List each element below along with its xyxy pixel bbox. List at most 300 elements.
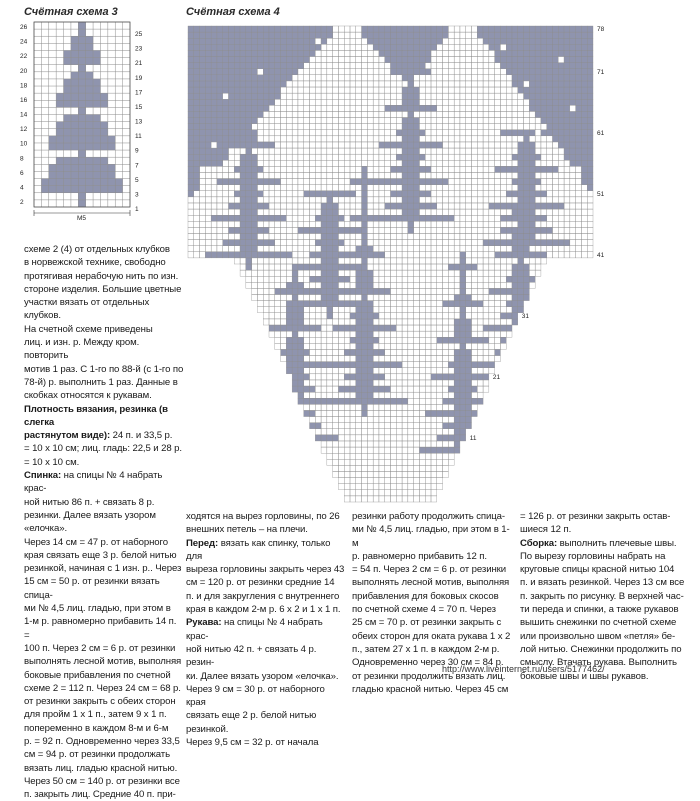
knit-cell [448, 447, 454, 453]
knit-cell [570, 111, 576, 117]
knit-cell [581, 32, 587, 38]
knit-cell [246, 160, 252, 166]
knit-cell [379, 44, 385, 50]
knit-cell [188, 105, 194, 111]
knit-cell [408, 57, 414, 63]
knit-cell [246, 38, 252, 44]
knit-cell [460, 392, 466, 398]
knit-cell [454, 349, 460, 355]
knit-cell [321, 264, 327, 270]
knit-cell [466, 325, 472, 331]
knit-cell [286, 26, 292, 32]
source-url: http://www.liveinternet.ru/users/5177462/ [442, 664, 605, 674]
knit-cell [223, 99, 229, 105]
knit-cell [564, 57, 570, 63]
knit-cell [535, 215, 541, 221]
row-number-label: 15 [135, 104, 143, 111]
row-number-label: 1 [135, 206, 139, 213]
knit-cell [362, 252, 368, 258]
knit-cell [286, 319, 292, 325]
knit-cell [483, 38, 489, 44]
knit-cell [396, 44, 402, 50]
knit-cell [275, 252, 281, 258]
knit-cell [408, 99, 414, 105]
knit-cell [223, 75, 229, 81]
knit-cell [356, 276, 362, 282]
knit-cell [466, 386, 472, 392]
knit-cell [327, 435, 333, 441]
knit-cell [356, 368, 362, 374]
knit-cell [286, 44, 292, 50]
knit-cell [512, 233, 518, 239]
knit-cell [188, 38, 194, 44]
knit-cell [460, 270, 466, 276]
knit-cell [391, 32, 397, 38]
knit-cell [396, 26, 402, 32]
knit-cell [454, 380, 460, 386]
knit-cell [385, 57, 391, 63]
knit-cell [391, 26, 397, 32]
knit-cell [304, 227, 310, 233]
knit-cell [321, 227, 327, 233]
knit-cell [205, 44, 211, 50]
knit-cell [518, 307, 524, 313]
knit-cell [223, 252, 229, 258]
knit-cell [229, 179, 235, 185]
knit-cell [367, 307, 373, 313]
scheme3-title: Счётная схема 3 [24, 6, 118, 18]
knit-cell [512, 179, 518, 185]
knit-cell [391, 50, 397, 56]
knit-cell [373, 288, 379, 294]
knit-cell [327, 233, 333, 239]
knit-cell [524, 26, 530, 32]
knit-cell [252, 185, 258, 191]
knit-cell [362, 392, 368, 398]
knit-cell [281, 215, 287, 221]
knit-cell [344, 264, 350, 270]
knit-cell [500, 44, 506, 50]
knit-cell [240, 227, 246, 233]
knit-cell [246, 75, 252, 81]
knit-cell [310, 44, 316, 50]
knit-cell [298, 319, 304, 325]
knit-cell [391, 38, 397, 44]
knit-cell [512, 32, 518, 38]
knit-cell [333, 264, 339, 270]
knit-cell [217, 26, 223, 32]
knit-cell [419, 44, 425, 50]
knit-cell [315, 38, 321, 44]
knit-cell [553, 87, 559, 93]
knit-cell [356, 398, 362, 404]
knit-cell [211, 69, 217, 75]
knit-cell [252, 69, 258, 75]
knit-cell [292, 313, 298, 319]
knit-cell [529, 44, 535, 50]
knit-cell [246, 93, 252, 99]
knit-cell [211, 26, 217, 32]
knit-cell [367, 215, 373, 221]
row-number-label: 26 [20, 24, 28, 31]
knit-cell [188, 50, 194, 56]
knit-cell [350, 337, 356, 343]
knit-cell [454, 337, 460, 343]
knit-cell [367, 179, 373, 185]
knit-cell [541, 57, 547, 63]
knit-cell [327, 276, 333, 282]
knit-cell [229, 118, 235, 124]
knit-cell [298, 307, 304, 313]
knit-cell [408, 203, 414, 209]
knit-cell [460, 343, 466, 349]
knit-cell [402, 160, 408, 166]
knit-cell [362, 209, 368, 215]
knit-cell [581, 136, 587, 142]
knit-cell [200, 44, 206, 50]
knit-cell [460, 288, 466, 294]
knit-cell [205, 136, 211, 142]
knit-cell [217, 57, 223, 63]
knit-cell [454, 392, 460, 398]
knit-cell [246, 233, 252, 239]
section-heading: Плотность вязания, резинка (в слегка растянутом виде): [24, 404, 168, 442]
row-number-label: 22 [20, 53, 28, 60]
knit-cell [234, 93, 240, 99]
knit-cell [367, 337, 373, 343]
knit-cell [205, 111, 211, 117]
knit-cell [362, 240, 368, 246]
knit-cell [252, 227, 258, 233]
knit-cell [448, 435, 454, 441]
knit-cell [506, 38, 512, 44]
knit-cell [512, 276, 518, 282]
knit-cell [304, 362, 310, 368]
knit-cell [541, 81, 547, 87]
knit-cell [547, 118, 553, 124]
knit-cell [553, 203, 559, 209]
knit-cell [333, 301, 339, 307]
knit-cell [570, 32, 576, 38]
knit-cell [518, 203, 524, 209]
knit-cell [200, 99, 206, 105]
knit-cell [414, 50, 420, 56]
knit-cell [252, 44, 258, 50]
knit-cell [373, 398, 379, 404]
knit-cell [286, 362, 292, 368]
knit-cell [240, 99, 246, 105]
knit-cell [362, 215, 368, 221]
knit-cell [472, 264, 478, 270]
knit-cell [315, 362, 321, 368]
knit-cell [263, 99, 269, 105]
knit-cell [506, 32, 512, 38]
knit-cell [443, 410, 449, 416]
knit-cell [263, 50, 269, 56]
knit-cell [506, 166, 512, 172]
knit-cell [367, 313, 373, 319]
knit-cell [257, 99, 263, 105]
knit-cell [587, 148, 593, 154]
knit-cell [205, 99, 211, 105]
row-number-label: 61 [597, 130, 605, 137]
knit-cell [529, 99, 535, 105]
knit-cell [402, 87, 408, 93]
knit-cell [269, 252, 275, 258]
knit-cell [211, 154, 217, 160]
knit-cell [524, 179, 530, 185]
knit-cell [211, 111, 217, 117]
knit-cell [367, 38, 373, 44]
knit-cell [547, 81, 553, 87]
knit-cell [512, 38, 518, 44]
knit-cell [553, 75, 559, 81]
knit-cell [362, 307, 368, 313]
knit-cell [188, 99, 194, 105]
knit-cell [547, 87, 553, 93]
knit-cell [344, 227, 350, 233]
knit-cell [454, 319, 460, 325]
knit-cell [518, 227, 524, 233]
knit-cell [518, 233, 524, 239]
knit-cell [240, 93, 246, 99]
knit-cell [524, 154, 530, 160]
knit-cell [229, 26, 235, 32]
knit-cell [200, 57, 206, 63]
knit-cell [292, 374, 298, 380]
paragraph [520, 510, 690, 537]
knit-cell [338, 386, 344, 392]
knit-cell [500, 288, 506, 294]
knit-cell [217, 130, 223, 136]
knit-cell [263, 38, 269, 44]
knit-cell [466, 410, 472, 416]
knit-cell [246, 63, 252, 69]
knit-cell [564, 148, 570, 154]
knit-cell [333, 258, 339, 264]
knit-cell [472, 301, 478, 307]
knit-cell [408, 87, 414, 93]
knit-cell [512, 295, 518, 301]
knit-cell [466, 362, 472, 368]
knit-cell [292, 343, 298, 349]
knit-cell [518, 185, 524, 191]
knit-cell [425, 166, 431, 172]
knit-cell [558, 203, 564, 209]
knit-cell [234, 69, 240, 75]
knit-cell [547, 38, 553, 44]
knit-cell [495, 50, 501, 56]
knit-cell [223, 44, 229, 50]
knit-cell [419, 32, 425, 38]
knit-cell [558, 50, 564, 56]
knit-cell [564, 38, 570, 44]
knit-cell [298, 356, 304, 362]
knit-cell [211, 93, 217, 99]
knit-cell [367, 270, 373, 276]
knit-cell [304, 32, 310, 38]
knit-cell [211, 105, 217, 111]
knit-cell [223, 81, 229, 87]
knit-cell [298, 44, 304, 50]
knit-cell [454, 331, 460, 337]
knit-cell [234, 99, 240, 105]
knit-cell [338, 252, 344, 258]
knit-cell [553, 240, 559, 246]
knit-cell [292, 270, 298, 276]
knit-cell [454, 410, 460, 416]
knit-cell [512, 227, 518, 233]
knit-cell [437, 179, 443, 185]
knit-cell [587, 136, 593, 142]
knit-cell [414, 166, 420, 172]
knit-cell [564, 99, 570, 105]
knit-cell [223, 136, 229, 142]
knit-cell [558, 124, 564, 130]
knit-cell [234, 32, 240, 38]
knit-cell [229, 240, 235, 246]
knit-cell [356, 392, 362, 398]
knit-cell [200, 118, 206, 124]
knit-cell [252, 252, 258, 258]
knit-cell [576, 136, 582, 142]
knit-cell [391, 63, 397, 69]
knit-cell [362, 374, 368, 380]
knit-cell [304, 38, 310, 44]
knit-cell [385, 398, 391, 404]
scheme4-title: Счётная схема 4 [186, 6, 280, 18]
knit-cell [402, 124, 408, 130]
knit-cell [350, 386, 356, 392]
knit-cell [200, 93, 206, 99]
knit-cell [524, 233, 530, 239]
knit-cell [263, 32, 269, 38]
knit-cell [396, 203, 402, 209]
knit-cell [419, 105, 425, 111]
knit-cell [385, 32, 391, 38]
knit-cell [240, 81, 246, 87]
knit-cell [292, 380, 298, 386]
row-number-label: 4 [20, 184, 24, 191]
knit-cell [524, 50, 530, 56]
knit-cell [437, 410, 443, 416]
knit-cell [240, 75, 246, 81]
row-number-label: 25 [135, 31, 143, 38]
knit-cell [587, 75, 593, 81]
knit-cell [286, 252, 292, 258]
knit-cell [587, 63, 593, 69]
knit-cell [425, 50, 431, 56]
knit-cell [205, 69, 211, 75]
knit-cell [570, 142, 576, 148]
knit-cell [414, 130, 420, 136]
knit-cell [217, 124, 223, 130]
knit-cell [281, 75, 287, 81]
knit-cell [240, 87, 246, 93]
knit-cell [257, 57, 263, 63]
knit-cell [529, 105, 535, 111]
knit-cell [275, 288, 281, 294]
knit-cell [217, 160, 223, 166]
knit-cell [524, 215, 530, 221]
knit-cell [506, 203, 512, 209]
knit-cell [217, 93, 223, 99]
knit-cell [576, 44, 582, 50]
knit-cell [200, 75, 206, 81]
knit-cell [553, 105, 559, 111]
knit-cell [535, 166, 541, 172]
knit-cell [431, 38, 437, 44]
knit-cell [448, 362, 454, 368]
knit-cell [310, 386, 316, 392]
knit-cell [188, 185, 194, 191]
knit-cell [229, 142, 235, 148]
knit-cell [576, 142, 582, 148]
knit-cell [414, 179, 420, 185]
knit-cell [454, 398, 460, 404]
knit-cell [252, 197, 258, 203]
knit-cell [564, 111, 570, 117]
knit-cell [454, 423, 460, 429]
knit-cell [327, 252, 333, 258]
knit-cell [188, 160, 194, 166]
knit-cell [512, 203, 518, 209]
knit-cell [408, 63, 414, 69]
knit-cell [460, 337, 466, 343]
knit-cell [263, 26, 269, 32]
knit-cell [350, 227, 356, 233]
knit-cell [333, 325, 339, 331]
knit-cell [344, 301, 350, 307]
knit-cell [396, 398, 402, 404]
knit-cell [581, 160, 587, 166]
knit-cell [408, 81, 414, 87]
knit-cell [217, 38, 223, 44]
knit-cell [385, 288, 391, 294]
knit-cell [524, 197, 530, 203]
paragraph-text: вязать как спинку, только для выреза горловины закрыть через 43 см = 120 р. от резинки средние 14 п. и для закругления с внутреннего края в каждом 2-м р. 6 х 2 и 1 х 1 п. [186, 538, 344, 615]
knit-cell [581, 166, 587, 172]
knit-cell [333, 282, 339, 288]
knit-cell [223, 148, 229, 154]
knit-cell [576, 148, 582, 154]
knit-cell [223, 32, 229, 38]
knit-cell [518, 179, 524, 185]
knit-cell [500, 50, 506, 56]
paragraph-text: выполнить плечевые швы. По вырезу горловины набрать на круговые спицы красной нитью 104 п. и вязать резинкой. Через 13 см все п. закрыть по рисунку. В верхней час- ти переда и спинки, а также рукавов вышить снежинки по счетной схеме или произвольно швом «петля» бе- лой нитью. Снежинки продолжить по смыслу. Втачать рукава. Выполнить боковые швы и швы рукавов. [520, 538, 684, 682]
knit-cell [524, 191, 530, 197]
knit-cell [281, 288, 287, 294]
knit-cell [541, 203, 547, 209]
knit-cell [263, 105, 269, 111]
knit-cell [240, 136, 246, 142]
knit-cell [298, 398, 304, 404]
knit-cell [194, 57, 200, 63]
knit-cell [211, 130, 217, 136]
knit-cell [454, 447, 460, 453]
knit-cell [512, 288, 518, 294]
knit-cell [200, 124, 206, 130]
knit-cell [350, 191, 356, 197]
knit-cell [489, 362, 495, 368]
knit-cell [535, 26, 541, 32]
knit-cell [194, 172, 200, 178]
knit-cell [460, 368, 466, 374]
section-heading: Рукава: [186, 617, 221, 628]
knit-cell [234, 44, 240, 50]
knit-cell [205, 57, 211, 63]
knit-cell [419, 179, 425, 185]
